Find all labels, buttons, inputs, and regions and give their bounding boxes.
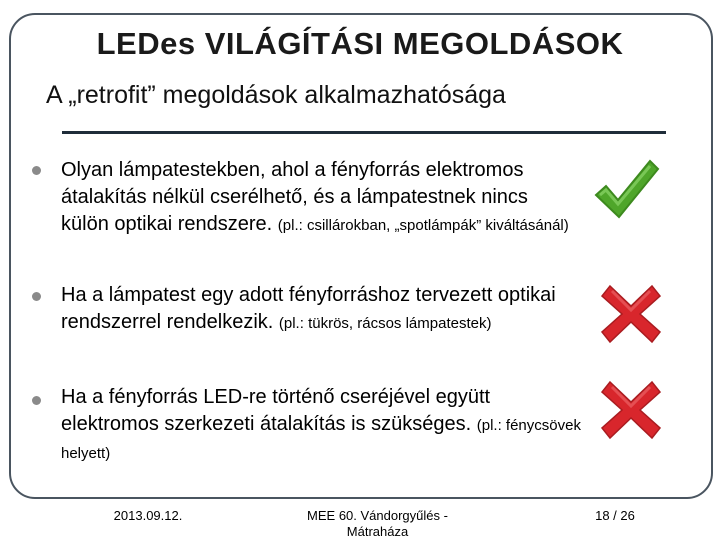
bullet-item <box>61 282 581 337</box>
red-cross-icon <box>600 282 662 346</box>
bullet-dot <box>32 292 41 301</box>
footer-page-number: 18 / 26 <box>595 508 635 523</box>
footer-event: MEE 60. Vándorgyűlés - Mátraháza <box>307 508 448 539</box>
footer-date: 2013.09.12. <box>113 508 183 523</box>
title-divider <box>62 131 666 134</box>
bullet-text: Olyan lámpatestekben, ahol a fényforrás elektromos átalakítás nélkül cserélhető, és a lámpatestnek nincs külön optikai rendszere. <box>61 159 528 235</box>
red-cross-icon <box>600 378 662 442</box>
bullet-note: (pl.: tükrös, rácsos lámpatestek) <box>278 315 492 332</box>
bullet-note: (pl.: fénycsövek helyett) <box>61 417 581 462</box>
slide-subtitle: A „retrofit” megoldások alkalmazhatósága <box>46 81 506 109</box>
bullet-text: Ha a lámpatest egy adott fényforráshoz tervezett optikai rendszerrel rendelkezik. <box>61 284 556 333</box>
slide-title: LEDes VILÁGÍTÁSI MEGOLDÁSOK <box>96 26 624 61</box>
bullet-note: (pl.: csillárokban, „spotlámpák” kiváltásánál) <box>277 217 569 234</box>
bullet-item <box>61 157 581 239</box>
bullet-dot <box>32 166 41 175</box>
bullet-dot <box>32 396 41 405</box>
green-check-icon <box>590 155 662 225</box>
bullet-item <box>61 384 581 467</box>
bullet-text: Ha a fényforrás LED-re történő cseréjével együtt elektromos szerkezeti átalakítás is szükséges. <box>61 386 491 435</box>
